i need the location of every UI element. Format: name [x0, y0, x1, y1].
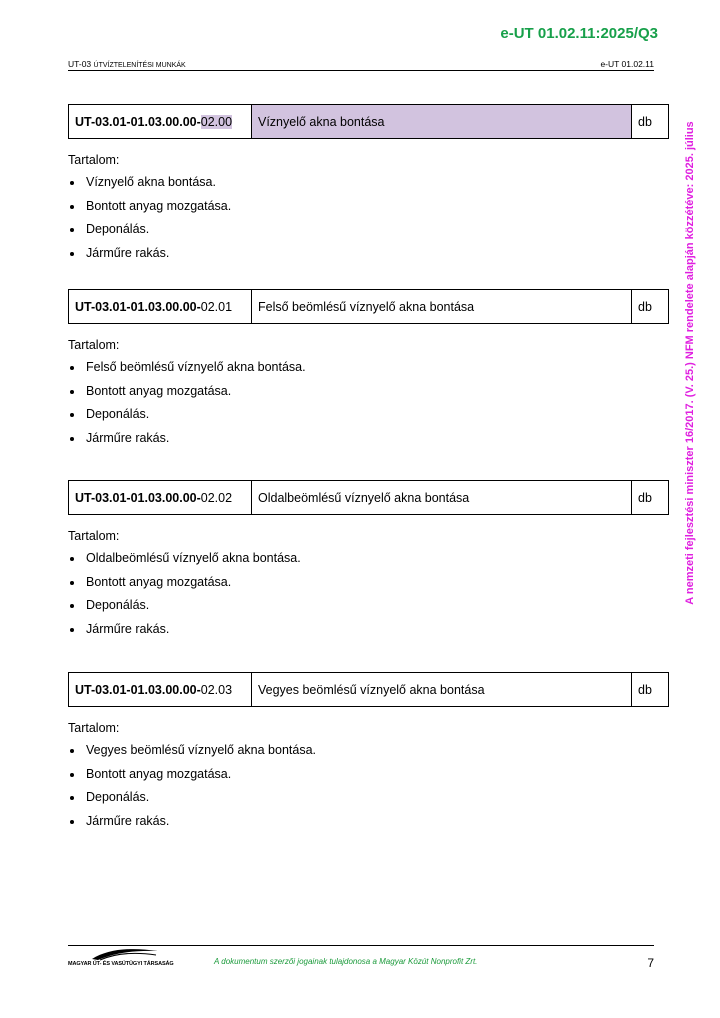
list-item: Deponálás. — [68, 790, 669, 814]
running-header — [68, 59, 654, 71]
association-logo — [68, 947, 174, 967]
content-list — [68, 175, 669, 269]
logo-text: MAGYAR ÚT- ÉS VASÚTÜGYI TÁRSASÁG — [68, 961, 174, 967]
item-table — [68, 289, 669, 324]
work-item — [68, 289, 669, 454]
header-right: e-UT 01.02.11 — [600, 59, 654, 69]
content-label: Tartalom: — [68, 529, 120, 543]
item-code-suffix: 02.01 — [200, 299, 233, 314]
list-item: Járműre rakás. — [68, 431, 669, 455]
list-item: Oldalbeömlésű víznyelő akna bontása. — [68, 551, 669, 575]
item-code-bold: UT-03.01-01.03.00.00- — [75, 490, 201, 505]
item-name: Víznyelő akna bontása — [252, 105, 632, 139]
work-item — [68, 104, 669, 269]
item-code-suffix: 02.00 — [200, 114, 233, 129]
item-code-suffix: 02.03 — [200, 682, 233, 697]
item-code-suffix: 02.02 — [200, 490, 233, 505]
list-item: Deponálás. — [68, 598, 669, 622]
header-prefix: UT-03 — [68, 59, 92, 69]
header-left — [68, 59, 186, 69]
content-list — [68, 360, 669, 454]
work-item — [68, 480, 669, 645]
list-item: Deponálás. — [68, 222, 669, 246]
item-code — [69, 105, 252, 139]
item-code — [69, 481, 252, 515]
page-number: 7 — [647, 956, 654, 970]
item-table — [68, 480, 669, 515]
item-code-bold: UT-03.01-01.03.00.00- — [75, 114, 201, 129]
list-item: Bontott anyag mozgatása. — [68, 575, 669, 599]
list-item: Bontott anyag mozgatása. — [68, 199, 669, 223]
item-code-bold: UT-03.01-01.03.00.00- — [75, 682, 201, 697]
content-label: Tartalom: — [68, 721, 120, 735]
list-item: Bontott anyag mozgatása. — [68, 767, 669, 791]
item-unit: db — [632, 105, 669, 139]
list-item: Víznyelő akna bontása. — [68, 175, 669, 199]
side-publication-note: A nemzeti fejlesztési miniszter 16/2017. (V. 25.) NFM rendelete alapján közzétéve: 2025. július — [684, 121, 696, 605]
list-item: Deponálás. — [68, 407, 669, 431]
footer-divider — [68, 945, 654, 946]
item-unit: db — [632, 481, 669, 515]
list-item: Vegyes beömlésű víznyelő akna bontása. — [68, 743, 669, 767]
content-label: Tartalom: — [68, 153, 120, 167]
road-swoosh-icon — [90, 947, 160, 961]
item-table — [68, 104, 669, 139]
list-item: Járműre rakás. — [68, 246, 669, 270]
work-item — [68, 672, 669, 837]
item-unit: db — [632, 673, 669, 707]
item-unit: db — [632, 290, 669, 324]
copyright-note: A dokumentum szerzői jogainak tulajdonosa a Magyar Közút Nonprofit Zrt. — [214, 957, 478, 966]
content-label: Tartalom: — [68, 338, 120, 352]
list-item: Járműre rakás. — [68, 622, 669, 646]
document-code: e-UT 01.02.11:2025/Q3 — [500, 25, 658, 42]
item-code-bold: UT-03.01-01.03.00.00- — [75, 299, 201, 314]
list-item: Bontott anyag mozgatása. — [68, 384, 669, 408]
item-name: Felső beömlésű víznyelő akna bontása — [252, 290, 632, 324]
item-name: Vegyes beömlésű víznyelő akna bontása — [252, 673, 632, 707]
item-code — [69, 290, 252, 324]
list-item: Járműre rakás. — [68, 814, 669, 838]
list-item: Felső beömlésű víznyelő akna bontása. — [68, 360, 669, 384]
header-section-title: ÚTVÍZTELENÍTÉSI MUNKÁK — [93, 62, 186, 69]
content-list — [68, 551, 669, 645]
item-table — [68, 672, 669, 707]
content-list — [68, 743, 669, 837]
item-code — [69, 673, 252, 707]
item-name: Oldalbeömlésű víznyelő akna bontása — [252, 481, 632, 515]
